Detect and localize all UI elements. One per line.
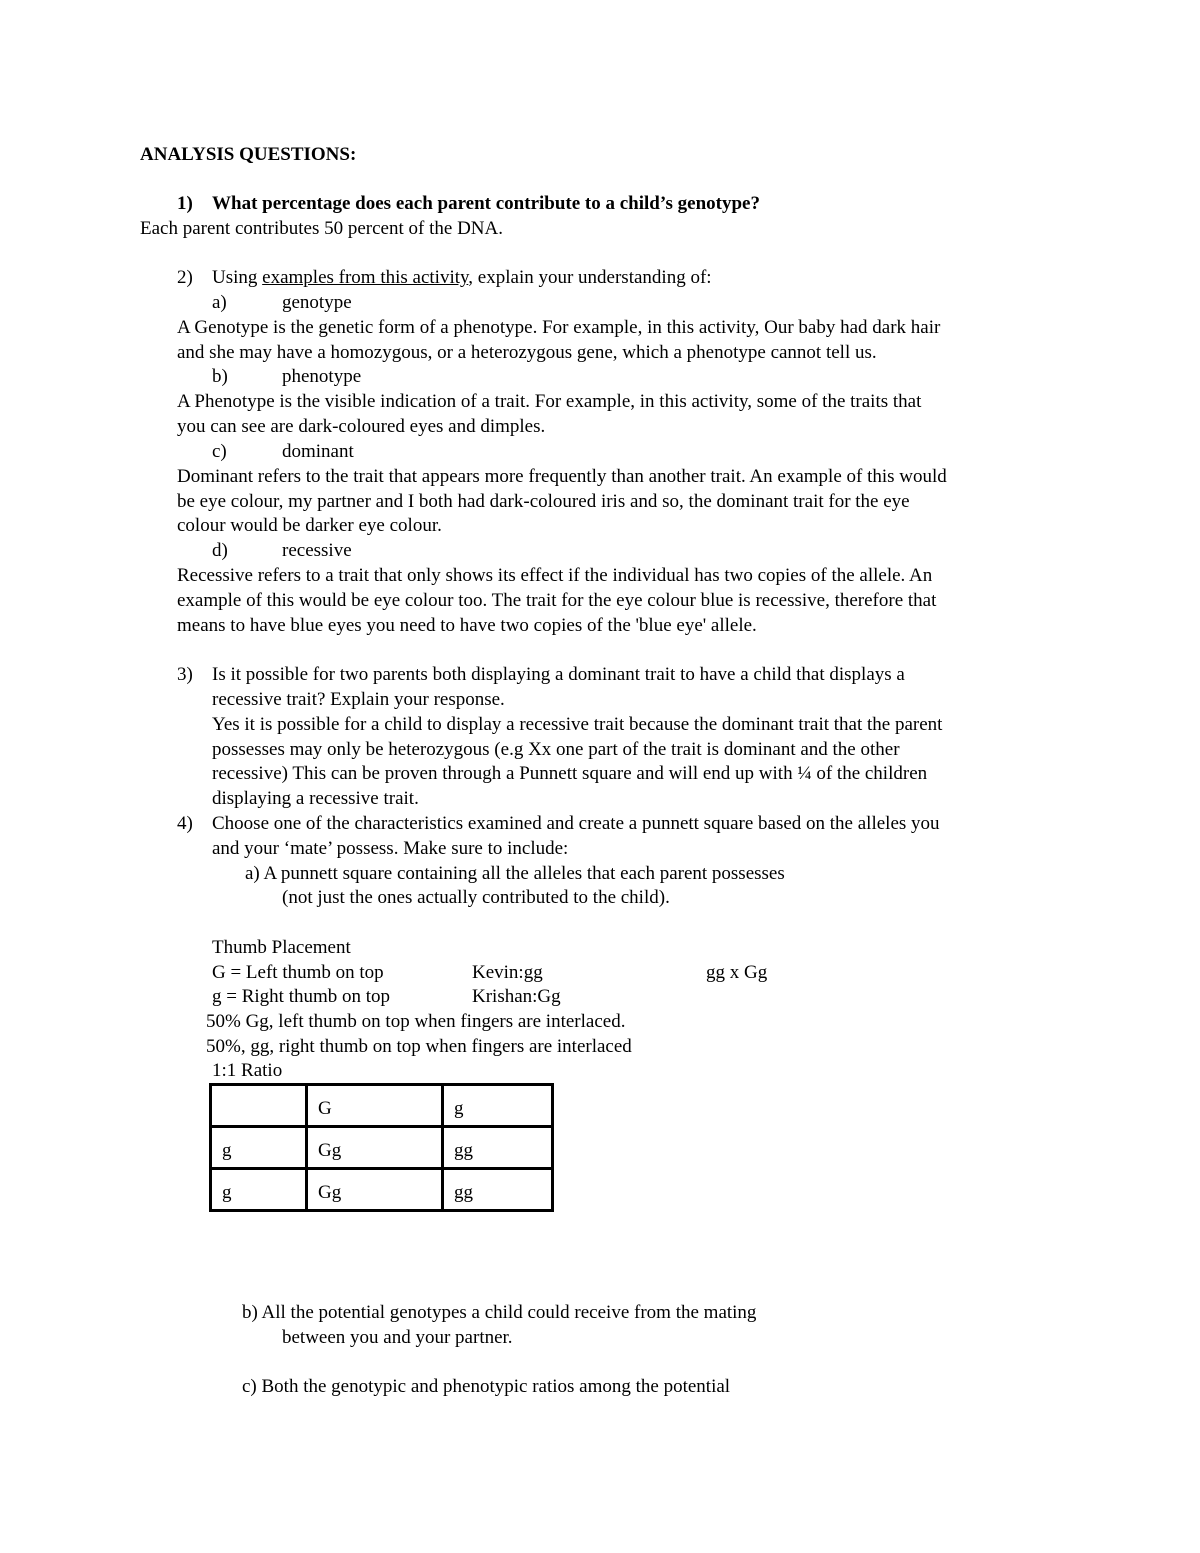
part-c: c) Both the genotypic and phenotypic ratios among the potential [242, 1376, 731, 1397]
page-heading: ANALYSIS QUESTIONS: [140, 144, 357, 165]
punnett-header-row [211, 1085, 553, 1127]
punnett-cell: Gg [307, 1169, 443, 1211]
answer-line: be eye colour, my partner and I both had dark-coloured iris and so, the dominant trait for the eye [177, 491, 910, 512]
question-4-text-cont: and your ‘mate’ possess. Make sure to include: [212, 838, 569, 859]
answer-line: colour would be darker eye colour. [177, 515, 442, 536]
work-title: Thumb Placement [212, 937, 351, 958]
punnett-cell [211, 1085, 307, 1127]
answer-line: means to have blue eyes you need to have two copies of the 'blue eye' allele. [177, 615, 757, 636]
parent-1-genotype: Kevin:gg [472, 962, 543, 983]
part-a-cont: (not just the ones actually contributed to the child). [282, 887, 670, 908]
subitem-a-term: genotype [282, 292, 352, 313]
answer-line: and she may have a homozygous, or a heterozygous gene, which a phenotype cannot tell us. [177, 342, 877, 363]
subitem-d-term: recessive [282, 540, 352, 561]
subitem-c [212, 440, 354, 465]
answer-line: A Genotype is the genetic form of a phenotype. For example, in this activity, Our baby had dark hair [177, 317, 941, 338]
question-2-number: 2) [177, 267, 193, 288]
subitem-c-term: dominant [282, 441, 354, 462]
part-b: b) All the potential genotypes a child could receive from the mating [242, 1302, 757, 1323]
allele-key-g: g = Right thumb on top [212, 986, 391, 1007]
answer-line: Dominant refers to the trait that appears more frequently than another trait. An example of this would [177, 466, 947, 487]
punnett-square [209, 1083, 554, 1212]
question-2-prompt-post: , explain your understanding of: [468, 267, 712, 288]
subitem-d-letter: d) [212, 540, 228, 561]
punnett-cell: gg [443, 1169, 553, 1211]
result-line: 50% Gg, left thumb on top when fingers are interlaced. [206, 1011, 626, 1032]
answer-line: you can see are dark-coloured eyes and dimples. [177, 416, 546, 437]
answer-line: example of this would be eye colour too. The trait for the eye colour blue is recessive, therefore that [177, 590, 937, 611]
question-1-text: What percentage does each parent contribute to a child’s genotype? [212, 193, 760, 214]
answer-line: possesses may only be heterozygous (e.g Xx one part of the trait is dominant and the other [212, 739, 900, 760]
subitem-a-letter: a) [212, 292, 227, 313]
punnett-cell: g [211, 1169, 307, 1211]
question-2 [177, 266, 712, 291]
question-4-text: Choose one of the characteristics examined and create a punnett square based on the alleles you [212, 813, 940, 834]
answer-line: Recessive refers to a trait that only shows its effect if the individual has two copies of the allele. An [177, 565, 933, 586]
question-3 [177, 663, 905, 688]
punnett-row [211, 1127, 553, 1169]
answer-line: A Phenotype is the visible indication of a trait. For example, in this activity, some of the traits that [177, 391, 922, 412]
question-3-text-cont: recessive trait? Explain your response. [212, 689, 505, 710]
punnett-cell: g [443, 1085, 553, 1127]
part-b-cont: between you and your partner. [282, 1327, 513, 1348]
subitem-c-letter: c) [212, 441, 227, 462]
punnett-cell: gg [443, 1127, 553, 1169]
question-2-prompt-pre: Using [212, 267, 263, 288]
parent-2-genotype: Krishan:Gg [472, 986, 561, 1007]
punnett-cell: g [211, 1127, 307, 1169]
subitem-b [212, 365, 361, 390]
punnett-cell: G [307, 1085, 443, 1127]
result-line: 50%, gg, right thumb on top when fingers are interlaced [206, 1036, 632, 1057]
cross-notation: gg x Gg [706, 962, 768, 983]
subitem-b-letter: b) [212, 366, 228, 387]
allele-key-G: G = Left thumb on top [212, 962, 384, 983]
punnett-cell: Gg [307, 1127, 443, 1169]
answer-line: displaying a recessive trait. [212, 788, 419, 809]
question-1-number: 1) [177, 193, 193, 214]
part-a: a) A punnett square containing all the alleles that each parent possesses [245, 863, 785, 884]
subitem-d [212, 539, 352, 564]
question-4 [177, 812, 940, 837]
answer-line: recessive) This can be proven through a Punnett square and will end up with ¼ of the children [212, 763, 928, 784]
subitem-a [212, 291, 352, 316]
answer-1: Each parent contributes 50 percent of the DNA. [140, 218, 503, 239]
subitem-b-term: phenotype [282, 366, 362, 387]
ratio-label: 1:1 Ratio [212, 1060, 283, 1081]
question-3-text: Is it possible for two parents both displaying a dominant trait to have a child that displays a [212, 664, 905, 685]
question-3-number: 3) [177, 664, 193, 685]
punnett-row [211, 1169, 553, 1211]
question-2-prompt-underlined: examples from this activity [262, 267, 469, 288]
question-1 [177, 192, 760, 217]
question-4-number: 4) [177, 813, 193, 834]
answer-line: Yes it is possible for a child to display a recessive trait because the dominant trait that the parent [212, 714, 943, 735]
